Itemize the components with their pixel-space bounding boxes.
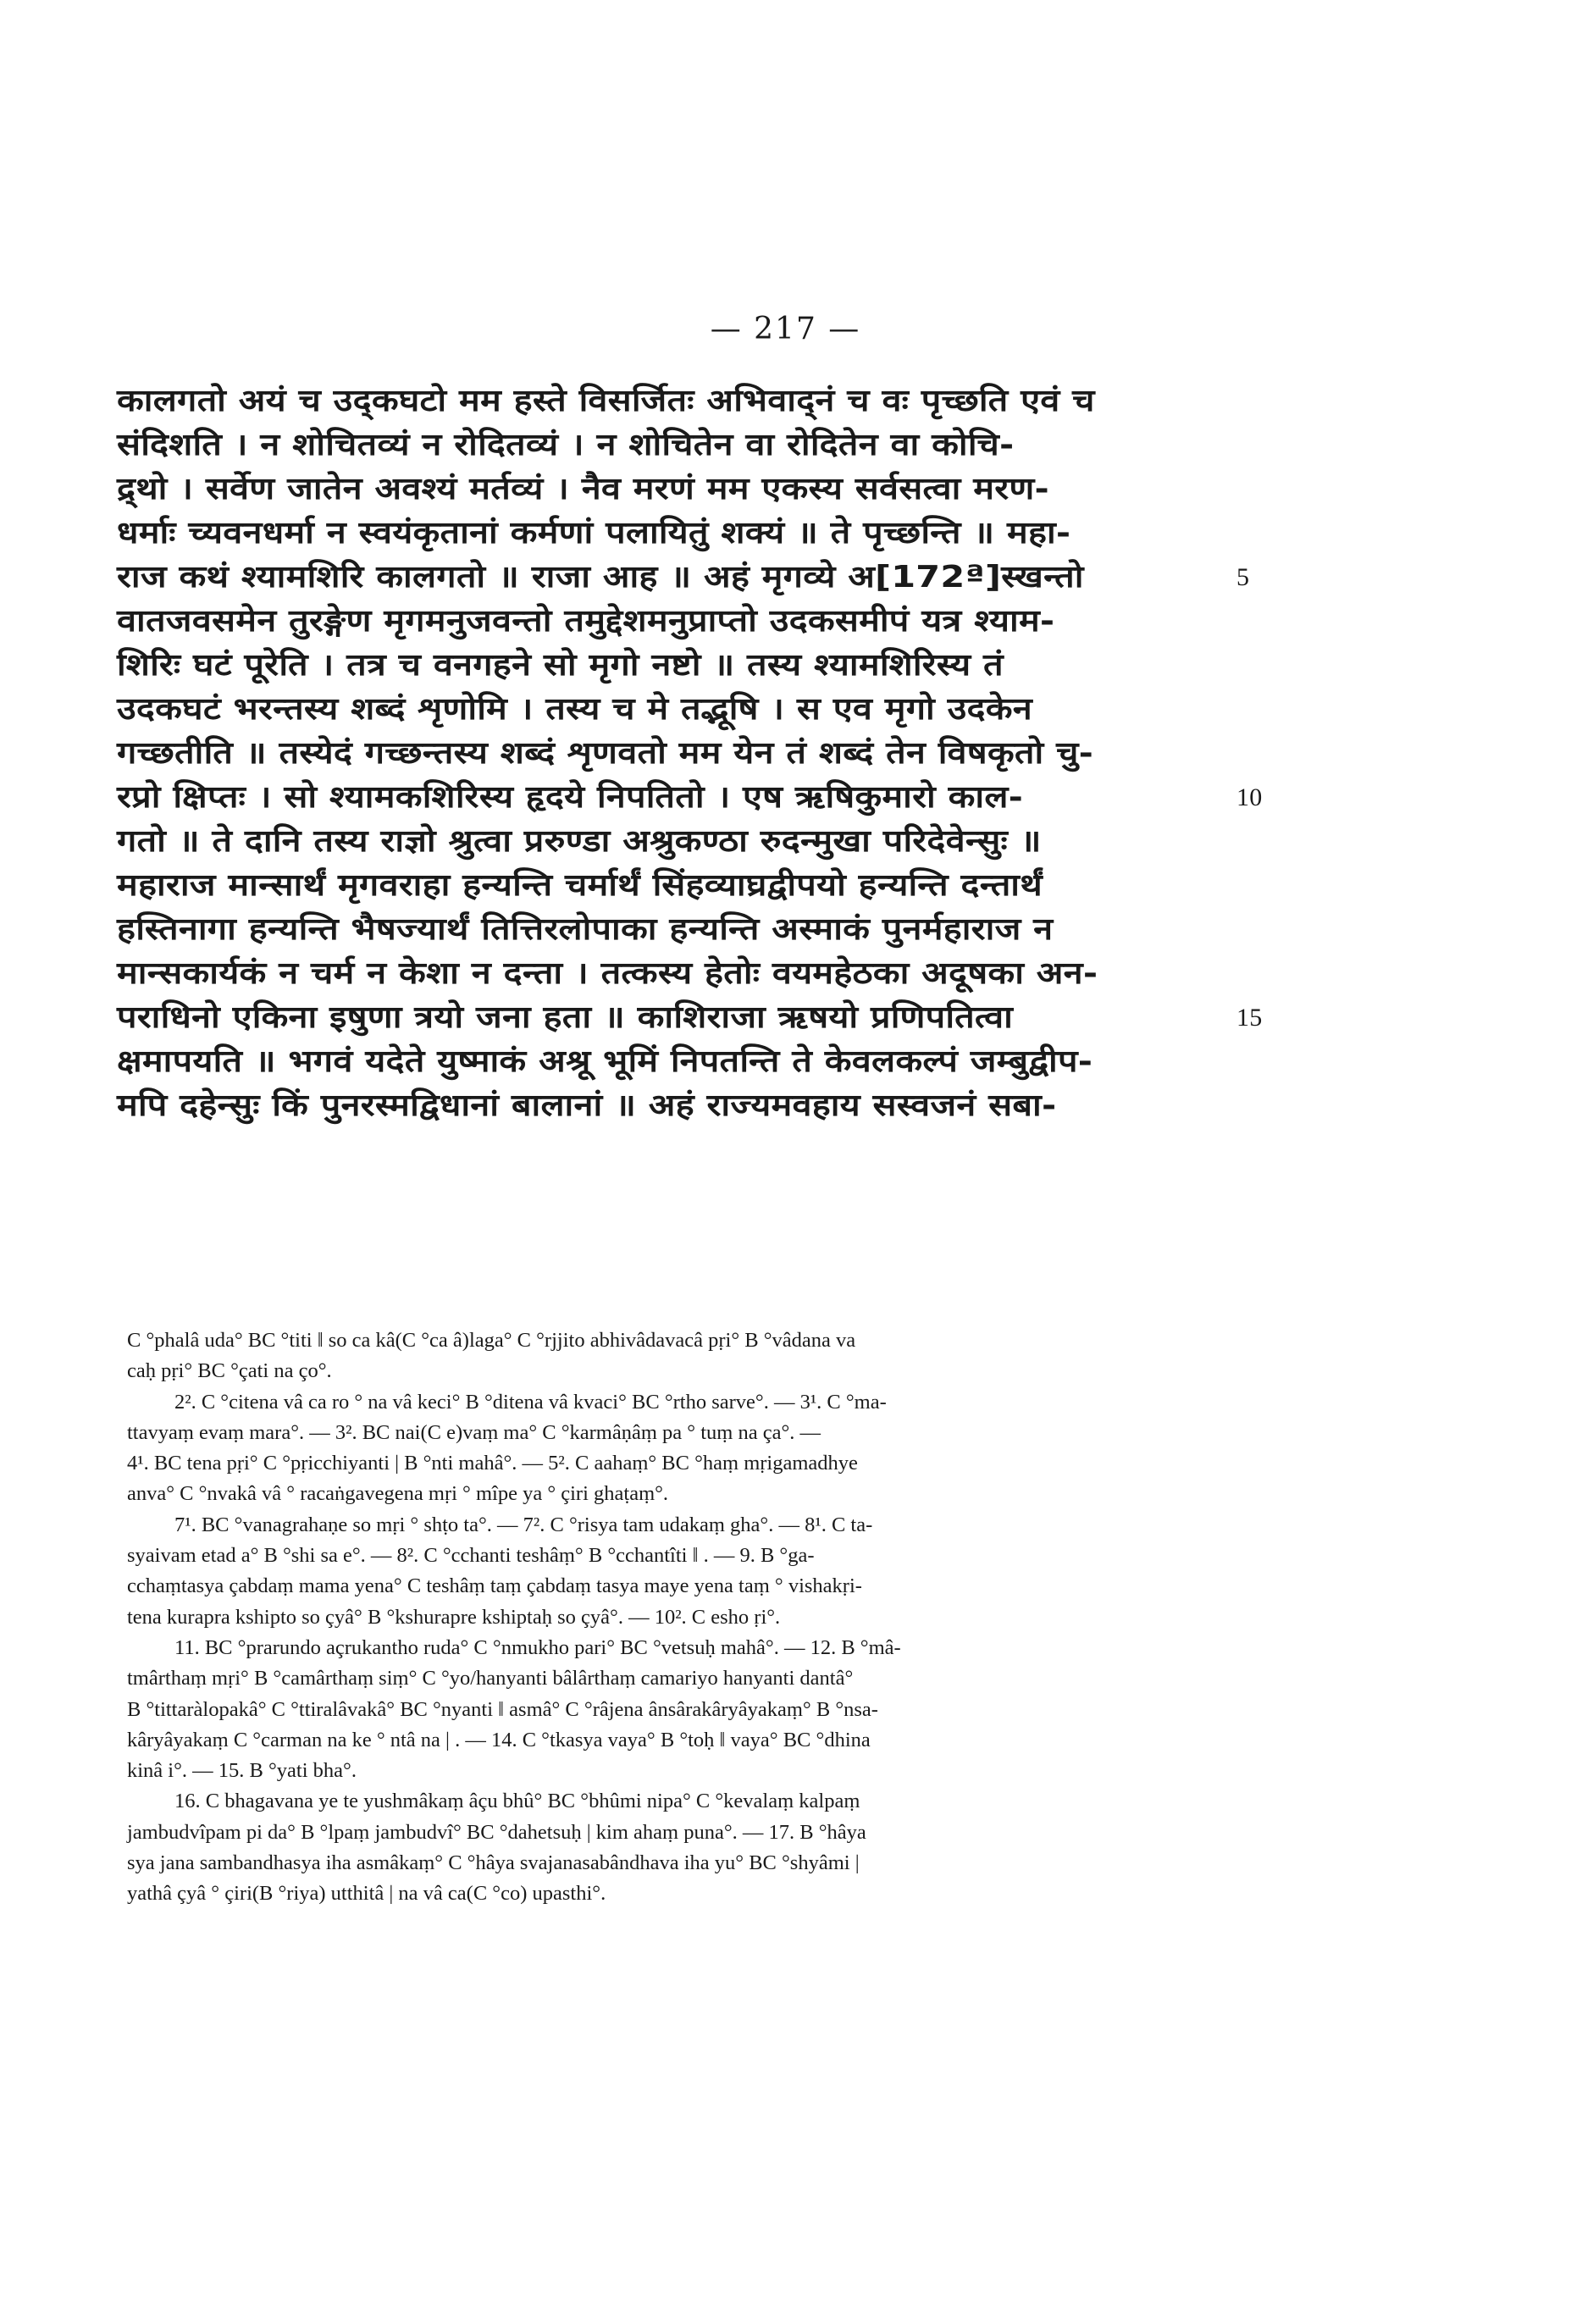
note-line: ttavyaṃ evaṃ mara°. — 3². BC nai(C e)vaṃ ma° C °karmâṇâṃ pa ° tuṃ na ça°. — [127,1420,821,1444]
text-line-content: क्षमापयति ॥ भगवं यदेते युष्माकं अश्रू भूमिं निपतन्ति ते केवलकल्पं जम्बुद्वीप- [117,1044,1093,1079]
text-line-content: मान्सकार्यकं न चर्म न केशा न दन्ता । तत्कस्य हेतोः वयमहेठका अदूषका अन- [117,956,1098,991]
text-line-content: राज कथं श्यामशिरि कालगतो ॥ राजा आह ॥ अहं मृगव्ये अ[172ª]स्खन्तो [117,560,1084,595]
text-line [117,468,1228,512]
note-line: 2². C °citena vâ ca ro ° na vâ keci° B °ditena vâ kvaci° BC °rtho sarve°. — 3¹. C °ma- [174,1390,887,1414]
note-line: yathâ çyâ ° çiri(B °riya) utthitâ | na vâ ca(C °co) upasthi°. [127,1882,606,1906]
text-line [117,688,1228,732]
text-line-content: शिरिः घटं पूरेति । तत्र च वनगहने सो मृगो नष्टो ॥ तस्य श्यामशिरिस्य तं [117,648,1004,683]
text-line-content: गतो ॥ ते दानि तस्य राज्ञो श्रुत्वा प्ररुण्डा अश्रुकण्ठा रुदन्मुखा परिदेवेन्सुः ॥ [117,824,1042,859]
text-line [117,644,1228,688]
text-line-content: हस्तिनागा हन्यन्ति भैषज्यार्थं तित्तिरलोपाका हन्यन्ति अस्माकं पुनर्महाराज न [117,912,1054,947]
note-line: 7¹. BC °vanagrahaṇe so mṛi ° shṭo ta°. — 7². C °risya tam udakaṃ gha°. — 8¹. C ta- [174,1513,873,1536]
note-line: B °tittaràlopakâ° C °ttiralâvakâ° BC °nyanti ‖ asmâ° C °râjena ânsârakâryâyakaṃ° B °nsa- [127,1697,878,1721]
note-line: caḥ pṛi° BC °çati na ço°. [127,1359,332,1383]
text-line-content: संदिशति । न शोचितव्यं न रोदितव्यं । न शोचितेन वा रोदितेन वा कोचि- [117,428,1015,462]
text-line [117,512,1228,556]
text-line [117,556,1250,600]
text-line-content: धर्माः च्यवनधर्मा न स्वयंकृतानां कर्मणां पलायितुं शक्यं ॥ ते पृच्छन्ति ॥ महा- [117,516,1071,551]
text-line-content: रप्रो क्षिप्तः । सो श्यामकशिरिस्य हृदये निपतितो । एष ऋषिकुमारो काल- [117,780,1024,815]
text-line [117,1084,1228,1128]
text-line [117,996,1263,1040]
note-line: 16. C bhagavana ye te yushmâkaṃ âçu bhû° BC °bhûmi nipa° C °kevalaṃ kalpaṃ [174,1790,860,1813]
text-line-content: महाराज मान्सार्थं मृगवराहा हन्यन्ति चर्मार्थं सिंहव्याघ्रद्वीपयो हन्यन्ति दन्तार्थं [117,868,1043,903]
text-line-content: वातजवसमेन तुरङ्गेण मृगमनुजवन्तो तमुद्देशमनुप्राप्तो उदकसमीपं यत्र श्याम- [117,604,1055,639]
note-line: tena kurapra kshipto so çyâ° B °kshurapre kshiptaḥ so çyâ°. — 10². C esho ṛi°. [127,1605,781,1629]
text-line-content: द्र्थो । सर्वेण जातेन अवश्यं मर्तव्यं । नैव मरणं मम एकस्य सर्वसत्वा मरण- [117,472,1049,506]
note-line: kinâ i°. — 15. B °yati bha°. [127,1759,357,1783]
note-line: jambudvîpam pi da° B °lpaṃ jambudvî° BC °dahetsuḥ | kim ahaṃ puna°. — 17. B °hâya [127,1820,866,1844]
note-line: 11. BC °prarundo açrukantho ruda° C °nmukho pari° BC °vetsuḥ mahâ°. — 12. B °mâ- [174,1635,901,1659]
main-text [117,379,1263,1128]
text-line [117,864,1228,908]
text-line [117,776,1263,820]
note-line: anva° C °nvakâ vâ ° racaṅgavegena mṛi ° mîpe ya ° çiri ghaṭaṃ°. [127,1482,669,1506]
note-line: cchaṃtasya çabdaṃ mama yena° C teshâṃ taṃ çabdaṃ tasya maye yena taṃ ° vishakṛi- [127,1574,862,1598]
text-line [117,732,1228,776]
text-line-content: पराधिनो एकिना इषुणा त्रयो जना हता ॥ काशिराजा ऋषयो प्रणिपतित्वा [117,1000,1014,1035]
text-line [117,1040,1228,1084]
text-line [117,379,1228,423]
note-line: 4¹. BC tena pṛi° C °pṛicchiyanti | B °nti mahâ°. — 5². C aahaṃ° BC °haṃ mṛigamadhye [127,1452,858,1475]
text-line-content: उदकघटं भरन्तस्य शब्दं शृणोमि । तस्य च मे तद्भूषि । स एव मृगो उदकेन [117,692,1032,727]
text-line [117,423,1228,468]
line-number: 15 [1236,1004,1263,1032]
line-number: 10 [1236,783,1263,811]
page-number: — 217 — [710,312,861,346]
note-line: sya jana sambandhasya iha asmâkaṃ° C °hâya svajanasabândhava iha yu° BC °shyâmi | [127,1851,860,1875]
text-line [117,600,1228,644]
text-line [117,908,1228,952]
text-line-content: कालगतो अयं च उद्कघटो मम हस्ते विसर्जितः अभिवाद्नं च वः पृच्छति एवं च [117,384,1095,418]
text-line-content: मपि दहेन्सुः किं पुनरस्मद्विधानां बालानां ॥ अहं राज्यमवहाय सस्वजनं सबा- [117,1088,1057,1123]
text-line [117,820,1228,864]
critical-apparatus [127,1325,1228,1910]
text-line [117,952,1228,996]
note-line: kâryâyakaṃ C °carman na ke ° ntâ na | . — 14. C °tkasya vaya° B °toḥ ‖ vaya° BC °dhina [127,1728,871,1751]
line-number: 5 [1236,563,1250,591]
text-line-content: गच्छतीति ॥ तस्येदं गच्छन्तस्य शब्दं शृणवतो मम येन तं शब्दं तेन विषकृतो चु- [117,736,1094,771]
note-line: syaivam etad a° B °shi sa e°. — 8². C °cchanti teshâṃ° B °cchantîti ‖ . — 9. B °ga- [127,1544,815,1568]
note-line: C °phalâ uda° BC °titi ‖ so ca kâ(C °ca â)laga° C °rjjito abhivâdavacâ pṛi° B °vâdana va [127,1329,856,1352]
note-line: tmârthaṃ mṛi° B °camârthaṃ siṃ° C °yo/hanyanti bâlârthaṃ camariyo hanyanti dantâ° [127,1667,854,1690]
